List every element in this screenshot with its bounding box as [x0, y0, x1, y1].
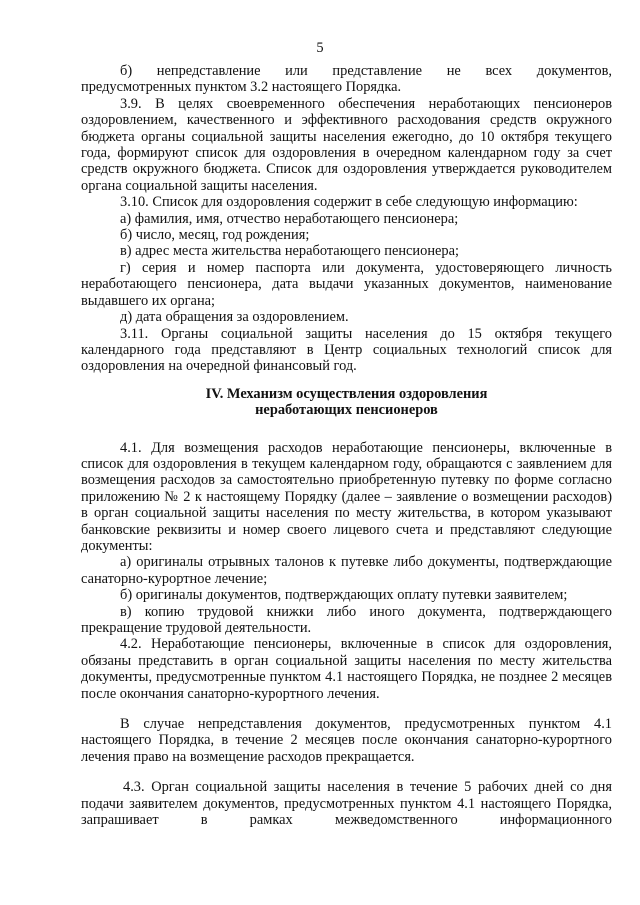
paragraph-spacer: [81, 702, 612, 716]
paragraph: 4.2. Неработающие пенсионеры, включенные в список для оздоровления, обязаны представить в орган социальной защиты населения по месту жительства документы, предусмотренные пунктом 4.1 настоящего Порядка, не позднее 2 месяцев после окончания санаторно-курортного лечения.: [81, 636, 612, 702]
paragraph: г) серия и номер паспорта или документа, удостоверяющего личность неработающего пенсионера, дата выдачи указанных документов, наименование выдавшего их органа;: [81, 259, 612, 309]
paragraph: 4.1. Для возмещения расходов неработающие пенсионеры, включенные в список для оздоровления в текущем календарном году, обращаются с заявлением для возмещения расходов за самостоятельно приобретенную путевку по форме согласно приложению № 2 к настоящему Порядку (далее – заявление о возмещении расходов) в орган социальной защиты населения по месту жительства, в котором указывают банковские реквизиты и номер своего лицевого счета и представляют следующие документы:: [81, 439, 612, 554]
paragraph: В случае непредставления документов, предусмотренных пунктом 4.1 настоящего Порядка, в течение 2 месяцев после окончания санаторно-курортного лечения право на возмещение расходов прекращается.: [81, 716, 612, 765]
paragraph: 3.11. Органы социальной защиты населения до 15 октября текущего календарного года представляют в Центр социальных технологий список для оздоровления на очередной финансовый год.: [81, 325, 612, 375]
paragraph: предусмотренных пунктом 3.2 настоящего Порядка.: [81, 79, 402, 96]
page-number: 5: [316, 40, 324, 56]
paragraph: в) адрес места жительства неработающего пенсионера;: [120, 243, 459, 260]
paragraph: 3.10. Список для оздоровления содержит в себе следующую информацию:: [120, 194, 578, 211]
paragraph: а) оригиналы отрывных талонов к путевке либо документы, подтверждающие санаторно-курортное лечение;: [81, 554, 612, 587]
paragraph: б) оригиналы документов, подтверждающих оплату путевки заявителем;: [120, 587, 568, 604]
paragraph: 3.9. В целях своевременного обеспечения неработающих пенсионеров оздоровлением, качественного и эффективного расходования средств окружного бюджета органы социальной защиты населения ежегодно, до 10 октября текущего года, формируют список для оздоровления в очередном календарном году за счет средств окружного бюджета. Список для оздоровления утверждается руководителем органа социальной защиты населения.: [81, 95, 612, 194]
section-heading: [81, 386, 612, 419]
section-heading-line: неработающих пенсионеров: [255, 402, 438, 419]
paragraph: б) непредставление или представление не всех документов,: [120, 63, 612, 79]
paragraph: б) число, месяц, год рождения;: [120, 227, 310, 244]
section-heading-line: IV. Механизм осуществления оздоровления: [205, 385, 488, 402]
paragraph-spacer: [81, 765, 612, 779]
paragraph: а) фамилия, имя, отчество неработающего пенсионера;: [120, 210, 459, 227]
paragraph: в) копию трудовой книжки либо иного документа, подтверждающего прекращение трудовой деятельности.: [81, 603, 612, 636]
paragraph: д) дата обращения за оздоровлением.: [120, 309, 349, 326]
paragraph: 4.3. Орган социальной защиты населения в течение 5 рабочих дней со дня подачи заявителем документов, предусмотренных пунктом 4.1 настоящего Порядка, запрашивает в рамках межведомственного информационного: [81, 779, 612, 829]
document-body: [81, 63, 612, 828]
